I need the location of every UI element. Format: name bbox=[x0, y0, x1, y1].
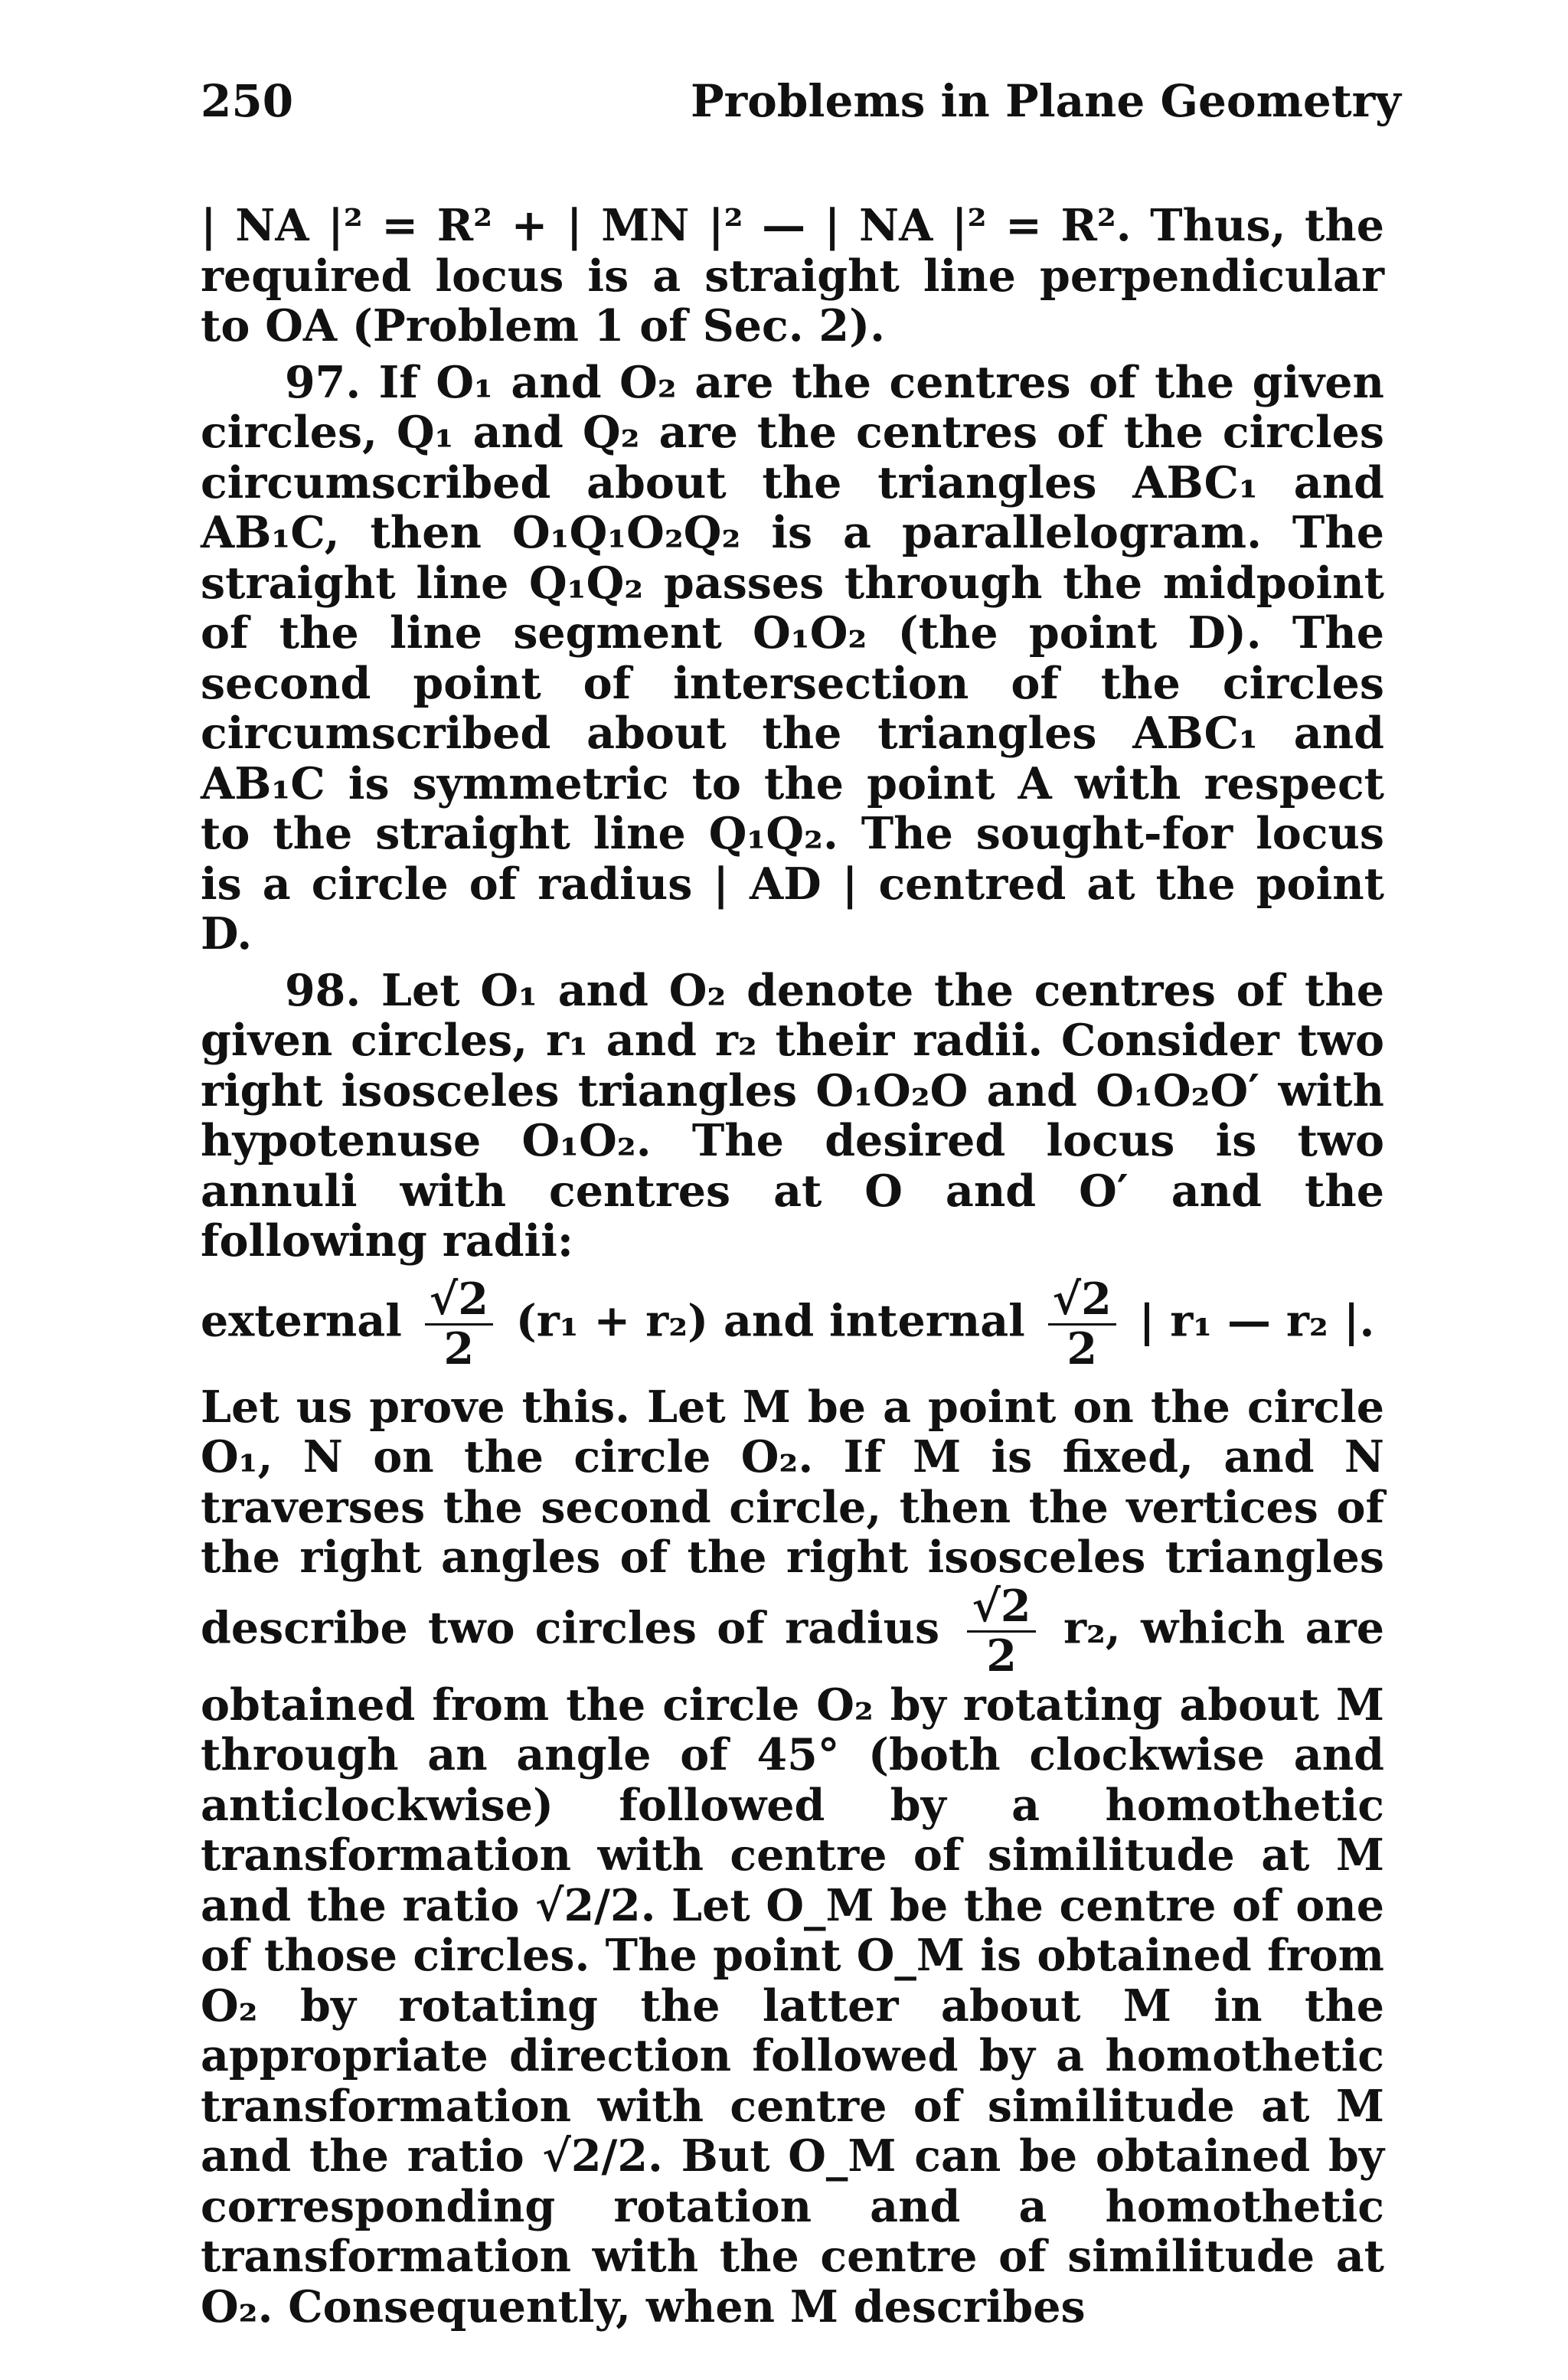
running-title: Problems in Plane Geometry bbox=[691, 75, 1401, 127]
fraction-sqrt2-over-2-external bbox=[425, 1273, 493, 1375]
fraction-denominator: 2 bbox=[986, 1630, 1017, 1682]
external-radius-expression: (r₁ + r₂) and internal bbox=[515, 1295, 1025, 1346]
paragraph-problem-98: 98. Let O₁ and O₂ denote the centres of the given circles, r₁ and r₂ their radii. Consider two right isosceles triangles O₁O₂O and O₁O₂O′ with hypotenuse O₁O₂. The desired locus is two annuli with centres at O and O′ and the following radii: bbox=[201, 964, 1384, 1267]
page-body bbox=[201, 201, 1384, 2332]
fraction-numerator: √2 bbox=[1048, 1276, 1116, 1326]
page-number: 250 bbox=[201, 75, 294, 127]
proof-text-start: Let us prove this. Let M be a point on the circle O₁, N on the circle O₂. If M is fixed, and N traverses the second circle, then the vertices of the right angles of the right isosceles triangles describe two circles of radius bbox=[201, 1381, 1384, 1653]
paragraph-proof bbox=[201, 1382, 1384, 2333]
radii-formula-line bbox=[201, 1273, 1384, 1375]
fraction-sqrt2-over-2-internal bbox=[1048, 1273, 1116, 1375]
fraction-sqrt2-over-2-radius bbox=[967, 1580, 1035, 1682]
paragraph-continuation: | NA |² = R² + | MN |² — | NA |² = R². Thus, the required locus is a straight line perpendicular to OA (Problem 1 of Sec. 2). bbox=[201, 200, 1384, 351]
fraction-numerator: √2 bbox=[967, 1583, 1035, 1633]
internal-radius-expression: | r₁ — r₂ |. bbox=[1138, 1295, 1375, 1346]
fraction-numerator: √2 bbox=[425, 1276, 493, 1326]
proof-text-rest: r₂, which are obtained from the circle O₂ by rotating about M through an angle of 45° (both clockwise and anticlockwise) followed by a homothetic transformation with centre of similitude at M and the ratio √2/2. Let O_M be the centre of one of those circles. The point O_M is obtained from O₂ by rotating the latter about M in the appropriate direction followed by a homothetic transformation with centre of similitude at M and the ratio √2/2. But O_M can be obtained by corresponding rotation and a homothetic transformation with the centre of similitude at O₂. Consequently, when M describes bbox=[201, 1602, 1384, 2333]
external-label: external bbox=[201, 1295, 402, 1346]
fraction-denominator: 2 bbox=[443, 1322, 475, 1375]
fraction-denominator: 2 bbox=[1067, 1322, 1098, 1375]
paragraph-problem-97: 97. If O₁ and O₂ are the centres of the given circles, Q₁ and Q₂ are the centres of the circles circumscribed about the triangles ABC₁ and AB₁C, then O₁Q₁O₂Q₂ is a parallelogram. The straight line Q₁Q₂ passes through the midpoint of the line segment O₁O₂ (the point D). The second point of intersection of the circles circumscribed about the triangles ABC₁ and AB₁C is symmetric to the point A with respect to the straight line Q₁Q₂. The sought-for locus is a circle of radius | AD | centred at the point D. bbox=[201, 356, 1384, 960]
